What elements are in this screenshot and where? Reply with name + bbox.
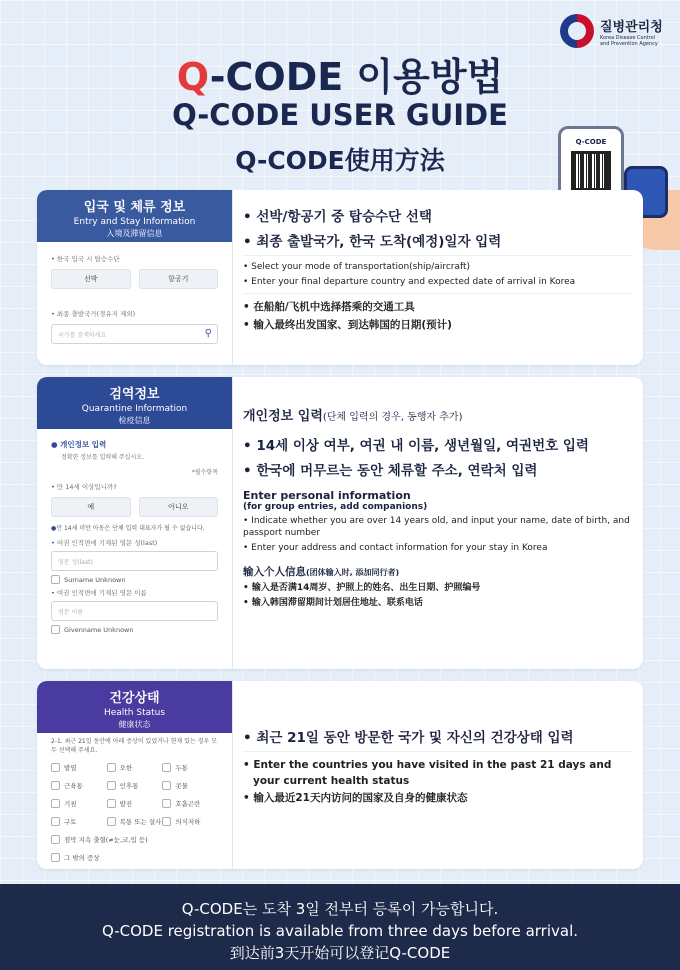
page-title-kr: Q-CODE 이용방법 (176, 55, 504, 99)
qr-stand-label: Q-CODE (575, 138, 607, 146)
health-bullet-en: • Enter the countries you have visited in the past 21 days and your current health status (243, 757, 633, 789)
surname-input[interactable]: 영문 성(last) (51, 551, 218, 571)
agency-name-kr: 질병관리청 (600, 19, 663, 35)
quarantine-form-preview (37, 377, 233, 669)
quarantine-bullet-kr-1: • 14세 이상 여부, 여권 내 이름, 생년월일, 여권번호 입력 (243, 434, 633, 454)
entry-bullet-kr-1: • 선박/항공기 중 탑승수단 선택 (243, 205, 633, 225)
symptom-checkbox[interactable]: 인후통 (107, 781, 163, 790)
agency-name-en: Korea Disease Control and Prevention Agency (600, 34, 658, 47)
symptom-checkbox[interactable]: 기침 (51, 799, 107, 808)
symptom-checkbox[interactable]: 발진 (107, 799, 163, 808)
surname-unknown-checkbox[interactable]: Surname Unknown (51, 575, 218, 584)
personal-info-title: ● 개인정보 입력 (51, 440, 107, 449)
yes-button[interactable]: 예 (51, 497, 131, 517)
symptom-checkbox[interactable]: 호흡곤란 (162, 799, 218, 808)
symptom-question: 2-1. 최근 21일 동안에 아래 증상이 있었거나 현재 있는 경우 모두 선택해 주세요. (51, 738, 217, 754)
symptom-checkbox[interactable]: 구토 (51, 817, 107, 826)
entry-bullet-kr-2: • 최종 출발국가, 한국 도착(예정)일자 입력 (243, 230, 633, 250)
qr-code-icon (571, 151, 611, 191)
symptom-checkbox[interactable]: 발열 (51, 763, 107, 772)
health-form-preview (37, 681, 233, 869)
quarantine-info-section (37, 377, 643, 669)
givenname-input[interactable]: 영문 이름 (51, 601, 218, 621)
search-icon[interactable]: ⚲ (204, 328, 212, 339)
quarantine-en-heading-note: (for group entries, add companions) (243, 502, 428, 512)
footer-note-en: Q-CODE registration is available from three days before arrival. (101, 922, 579, 940)
aircraft-button[interactable]: 항공기 (139, 269, 219, 289)
health-bullet-kr: • 최근 21일 동안 방문한 국가 및 자신의 건강상태 입력 (243, 726, 633, 746)
symptom-checkbox[interactable]: 점막 지속 출혈(≠눈,코,입 등) (51, 835, 162, 844)
kdca-emblem-icon (560, 14, 594, 48)
page-title-cn: Q-CODE使用方法 (235, 146, 445, 175)
entry-section-header: 입국 및 체류 정보 Entry and Stay Information 入境及滞留信息 (37, 190, 232, 242)
footer-note-kr: Q-CODE는 도착 3일 전부터 등록이 가능합니다. (181, 900, 499, 918)
quarantine-bullet-cn-1: • 输入是否满14周岁、护照上的姓名、出生日期、护照编号 (243, 582, 633, 594)
health-status-section (37, 681, 643, 869)
quarantine-kr-heading: 개인정보 입력(단체 입력의 경우, 동행자 추가) (243, 409, 463, 424)
quarantine-section-header: 검역정보 Quarantine Information 检疫信息 (37, 377, 232, 429)
page-title-en: Q-CODE USER GUIDE (172, 98, 508, 132)
required-note: *필수항목 (191, 469, 218, 476)
agency-logo (560, 14, 663, 48)
entry-bullet-cn-1: • 在船舶/飞机中选择搭乘的交通工具 (243, 299, 633, 314)
footer-banner (0, 884, 680, 970)
no-button[interactable]: 아니오 (139, 497, 219, 517)
transport-label: • 한국 입국 시 탑승수단 (51, 254, 218, 263)
entry-bullet-en-2: • Enter your final departure country and expected date of arrival in Korea (243, 276, 633, 288)
quarantine-bullet-en-1: • Indicate whether you are over 14 years old, and input your name, date of birth, and passport number (243, 515, 633, 539)
age-question: • 만 14세 이상입니까? (51, 482, 218, 491)
symptom-checkbox[interactable]: 근육통 (51, 781, 107, 790)
symptom-checkbox[interactable]: 그 밖의 증상 (51, 853, 218, 862)
quarantine-en-heading: Enter personal information (243, 489, 411, 502)
ship-button[interactable]: 선박 (51, 269, 131, 289)
entry-bullet-cn-2: • 输入最终出发国家、到达韩国的日期(预计) (243, 317, 633, 332)
country-search-input[interactable]: 국가를 검색하세요 ⚲ (51, 324, 218, 344)
entry-form-preview (37, 190, 233, 365)
health-bullet-cn: • 输入最近21天内访问的国家及自身的健康状态 (243, 792, 633, 805)
footer-note-cn: 到达前3天开始可以登记Q-CODE (229, 944, 451, 962)
entry-info-section (37, 190, 643, 365)
departure-country-label: • 최종 출발국가(경유지 제외) (51, 309, 218, 318)
symptom-checklist (51, 763, 218, 862)
symptom-checkbox[interactable]: 의식저하 (162, 817, 218, 826)
symptom-checkbox[interactable]: 오한 (107, 763, 163, 772)
symptom-checkbox[interactable]: 콧물 (162, 781, 218, 790)
quarantine-cn-heading: 输入个人信息(团体输入时, 添加同行者) (243, 566, 400, 578)
health-section-header: 건강상태 Health Status 健康状态 (37, 681, 232, 733)
quarantine-bullet-en-2: • Enter your address and contact information for your stay in Korea (243, 542, 633, 554)
surname-label: • 여권 인적면에 기재된 영문 성(last) (51, 538, 218, 547)
age-note: ●만 14세 미만 아동은 단체 입력 대표자가 될 수 없습니다. (51, 525, 205, 532)
symptom-checkbox[interactable]: 복통 또는 설사 (107, 817, 163, 826)
givenname-label: • 여권 인적면에 기재된 영문 이름 (51, 588, 218, 597)
quarantine-bullet-kr-2: • 한국에 머무르는 동안 체류할 주소, 연락처 입력 (243, 459, 633, 479)
symptom-checkbox[interactable]: 두통 (162, 763, 218, 772)
quarantine-bullet-cn-2: • 输入韩国滞留期间计划居住地址、联系电话 (243, 597, 633, 609)
givenname-unknown-checkbox[interactable]: Givenname Unknown (51, 625, 218, 634)
personal-info-subtitle: 정확한 정보를 입력해 주십시오. (61, 454, 144, 461)
entry-bullet-en-1: • Select your mode of transportation(ship/aircraft) (243, 261, 633, 273)
